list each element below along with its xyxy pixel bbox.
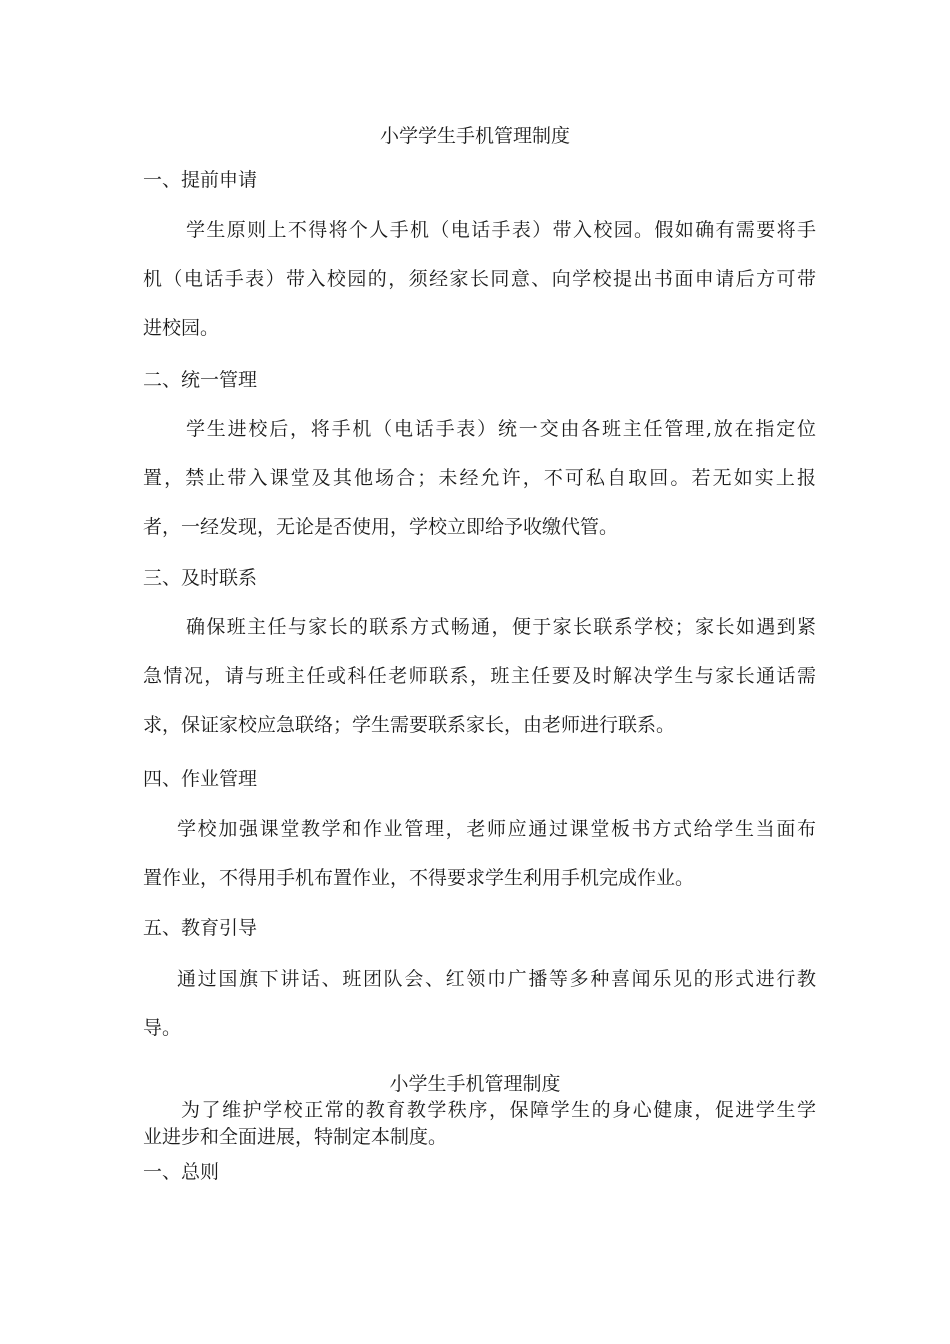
section-heading-1: 一、提前申请 <box>143 169 258 191</box>
second-document-title: 小学生手机管理制度 <box>389 1073 561 1095</box>
section-body-4 <box>143 805 816 903</box>
section-4-line-2: 置作业，不得用手机布置作业，不得要求学生利用手机完成作业。 <box>143 867 695 889</box>
section-3-line-2: 急情况，请与班主任或科任老师联系，班主任要及时解决学生与家长通话需 <box>143 665 816 687</box>
second-document-intro <box>143 1097 816 1151</box>
section-heading-5: 五、教育引导 <box>143 917 258 939</box>
second-document-heading-1: 一、总则 <box>143 1161 220 1183</box>
section-heading-3: 三、及时联系 <box>143 567 258 589</box>
section-body-3 <box>143 603 816 750</box>
section-3-line-3: 求，保证家校应急联络；学生需要联系家长，由老师进行联系。 <box>143 714 676 736</box>
intro-line-1: 为了维护学校正常的教育教学秩序，保障学生的身心健康，促进学生学 <box>181 1099 816 1121</box>
section-5-line-2: 导。 <box>143 1017 182 1039</box>
section-body-1 <box>143 206 816 353</box>
section-heading-4: 四、作业管理 <box>143 768 258 790</box>
document-title: 小学学生手机管理制度 <box>379 125 570 147</box>
section-3-line-1: 确保班主任与家长的联系方式畅通，便于家长联系学校；家长如遇到紧 <box>186 616 816 638</box>
section-4-line-1: 学校加强课堂教学和作业管理，老师应通过课堂板书方式给学生当面布 <box>177 818 816 840</box>
section-2-line-2: 置，禁止带入课堂及其他场合；未经允许，不可私自取回。若无如实上报 <box>143 467 816 489</box>
section-5-line-1: 通过国旗下讲话、班团队会、红领巾广播等多种喜闻乐见的形式进行教 <box>177 968 816 990</box>
section-2-line-1: 学生进校后，将手机（电话手表）统一交由各班主任管理,放在指定位 <box>186 418 816 440</box>
section-body-2 <box>143 405 816 552</box>
section-heading-2: 二、统一管理 <box>143 369 258 391</box>
section-body-5 <box>143 955 816 1053</box>
section-1-line-1: 学生原则上不得将个人手机（电话手表）带入校园。假如确有需要将手 <box>186 219 816 241</box>
section-1-line-2: 机（电话手表）带入校园的，须经家长同意、向学校提出书面申请后方可带 <box>143 268 816 290</box>
section-2-line-3: 者，一经发现，无论是否使用，学校立即给予收缴代管。 <box>143 516 619 538</box>
intro-line-2: 业进步和全面进展，特制定本制度。 <box>143 1126 448 1148</box>
section-1-line-3: 进校园。 <box>143 317 220 339</box>
